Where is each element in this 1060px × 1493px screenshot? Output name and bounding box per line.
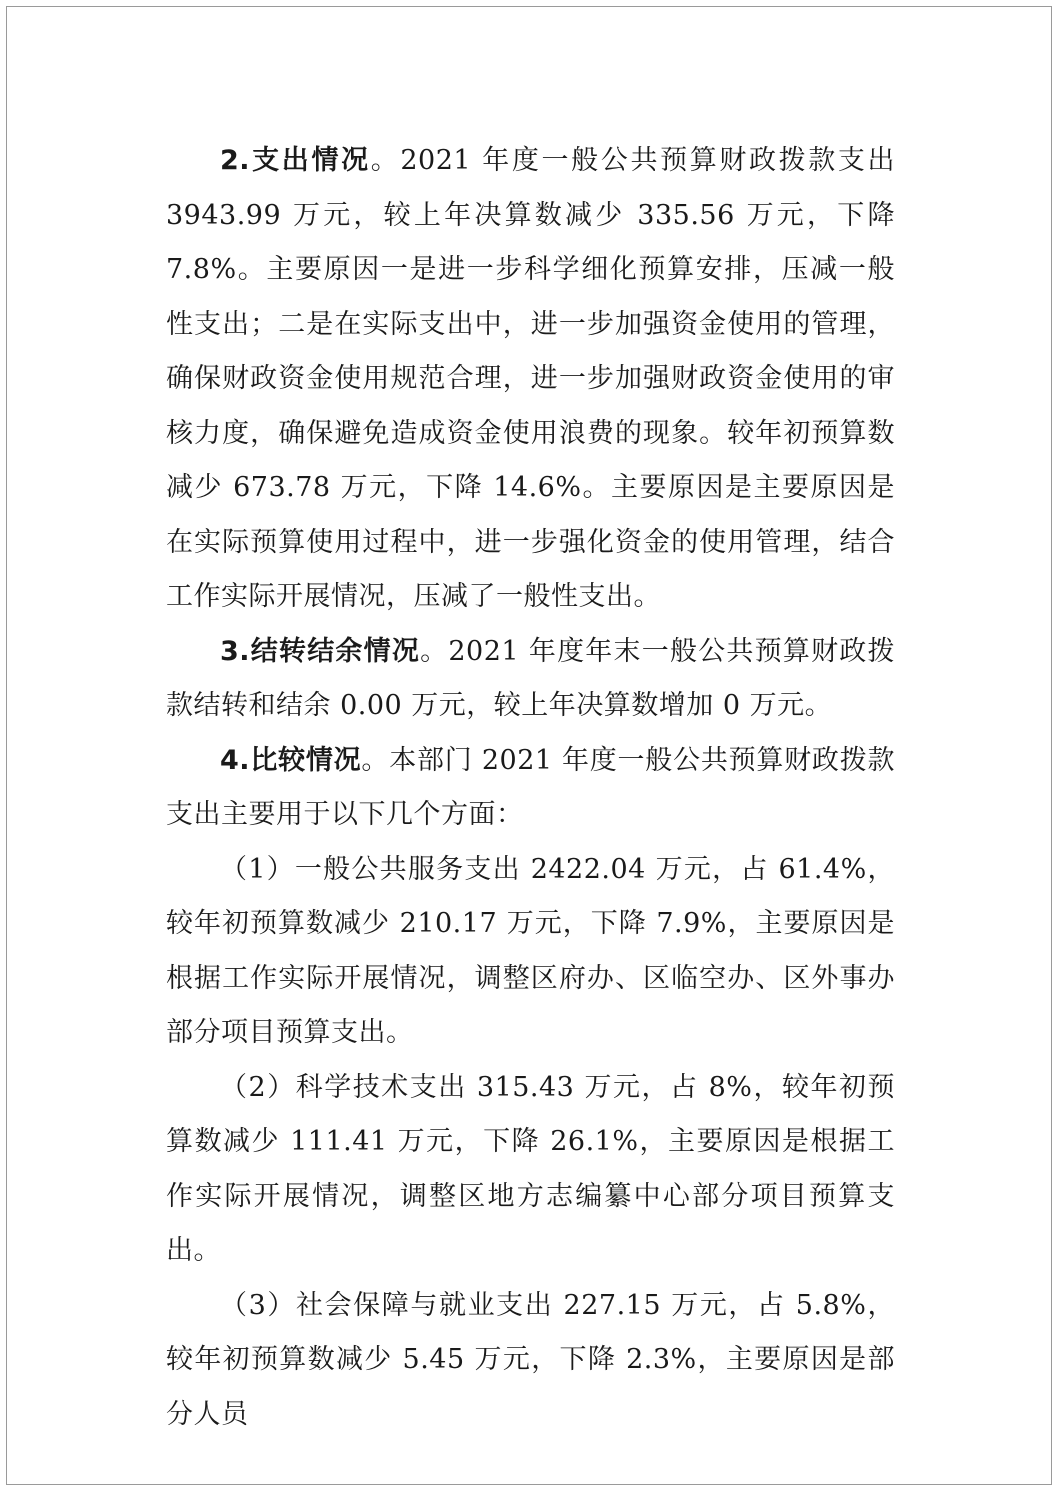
paragraph-expenditure <box>166 134 895 625</box>
paragraph-text: 。2021 年度一般公共预算财政拨款支出 3943.99 万元，较上年决算数减少 335.56 万元，下降 7.8%。主要原因一是进一步科学细化预算安排，压减一般性支出；二是在实际支出中，进一步加强资金使用的管理，确保财政资金使用规范合理，进一步加强财政资金使用的审核力度，确保避免造成资金使用浪费的现象。较年初预算数减少 673.78 万元，下降 14.6%。主要原因是主要原因是在实际预算使用过程中，进一步强化资金的使用管理，结合工作实际开展情况，压减了一般性支出。 <box>166 145 896 612</box>
paragraph-text: （3）社会保障与就业支出 227.15 万元，占 5.8%，较年初预算数减少 5.45 万元，下降 2.3%，主要原因是部分人员 <box>166 1289 895 1430</box>
paragraph-text: （1）一般公共服务支出 2422.04 万元，占 61.4%，较年初预算数减少 210.17 万元，下降 7.9%，主要原因是根据工作实际开展情况，调整区府办、区临空办、区外事办部分项目预算支出。 <box>166 853 895 1048</box>
paragraph-item-3 <box>166 1279 895 1443</box>
heading-comparison: 4.比较情况 <box>220 744 362 776</box>
paragraph-carryover <box>166 625 895 734</box>
paragraph-text: 。2021 年度年末一般公共预算财政拨款结转和结余 0.00 万元，较上年决算数增加 0 万元。 <box>166 635 896 721</box>
paragraph-text: 。本部门 2021 年度一般公共预算财政拨款支出主要用于以下几个方面： <box>166 744 895 830</box>
heading-expenditure: 2.支出情况 <box>220 145 371 176</box>
paragraph-item-1 <box>166 843 895 1061</box>
paragraph-text: （2）科学技术支出 315.43 万元，占 8%，较年初预算数减少 111.41 万元，下降 26.1%，主要原因是根据工作实际开展情况，调整区地方志编纂中心部分项目预算支出。 <box>166 1071 895 1266</box>
paragraph-item-2 <box>166 1061 895 1279</box>
paragraph-comparison <box>166 734 895 843</box>
heading-carryover: 3.结转结余情况 <box>220 635 421 667</box>
document-body <box>166 134 895 1442</box>
